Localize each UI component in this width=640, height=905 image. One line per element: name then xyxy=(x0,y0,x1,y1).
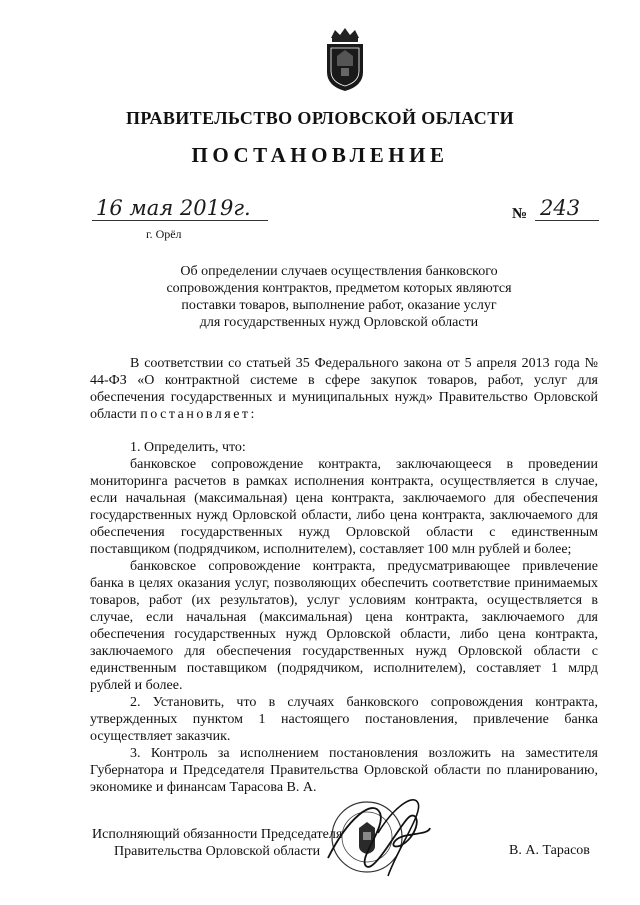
position-line-1: Исполняющий обязанности Председателя xyxy=(92,827,343,842)
subject-line: для государственных нужд Орловской области xyxy=(199,315,479,330)
subject-line: Об определении случаев осуществления банковского xyxy=(180,264,498,279)
number-label: № xyxy=(512,206,528,222)
preamble-text: В соответствии со статьей 35 Федерального закона от 5 апреля 2013 года № 44-ФЗ «О контрактной системе в сфере закупок товаров, работ, услуг для обеспечения государственных и муниципальных нужд» Правительство Орловской области xyxy=(90,356,598,422)
resolves-word: постановляет: xyxy=(140,407,257,422)
oryol-oblast-coat-of-arms-icon xyxy=(325,26,365,92)
document-body xyxy=(90,355,598,796)
item-1-heading: 1. Определить, что: xyxy=(130,440,246,455)
document-type: ПОСТАНОВЛЕНИЕ xyxy=(191,143,449,167)
preamble-paragraph xyxy=(90,355,598,423)
signatory-name: В. А. Тарасов xyxy=(509,843,590,858)
city-label: г. Орёл xyxy=(146,227,182,241)
handwritten-date: 16 мая 2019г. xyxy=(96,196,251,220)
subject-line: сопровождения контрактов, предметом которых являются xyxy=(166,281,512,296)
government-title: ПРАВИТЕЛЬСТВО ОРЛОВСКОЙ ОБЛАСТИ xyxy=(125,108,515,128)
handwritten-number: 243 xyxy=(540,196,581,220)
item-1-paragraph-a: банковское сопровождение контракта, заключающееся в проведении мониторинга расчетов в рамках исполнения контракта, осуществляется в случае, если начальная (максимальная) цена контракта, заключаемого для обеспечения государственных нужд Орловской области, либо цена контракта, заключаемого для обеспечения государственных нужд Орловской области с единственным поставщиком (подрядчиком, исполнителем), составляет 100 млн рублей и более; xyxy=(90,457,598,557)
position-line-2: Правительства Орловской области xyxy=(114,844,321,859)
document-subject xyxy=(140,263,538,331)
number-underline xyxy=(535,220,599,221)
subject-line: поставки товаров, выполнение работ, оказание услуг xyxy=(181,298,497,313)
item-3-paragraph: 3. Контроль за исполнением постановления возложить на заместителя Губернатора и Председателя Правительства Орловской области по планированию, экономике и финансам Тарасова В. А. xyxy=(90,746,598,795)
item-2-paragraph: 2. Установить, что в случаях банковского сопровождения контракта, утвержденных пунктом 1 настоящего постановления, привлечение банка осуществляет заказчик. xyxy=(90,695,598,744)
signatory-position xyxy=(92,826,342,860)
date-underline xyxy=(92,220,268,221)
item-1-paragraph-b: банковское сопровождение контракта, предусматривающее привлечение банка в целях оказания услуг, позволяющих обеспечить соответствие принимаемых товаров, работ (их результатов), услуг условиям контракта, осуществляется в случае, если начальная (максимальная) цена контракта, заключаемого для обеспечения государственных нужд Орловской области, либо цена контракта, заключаемого для обеспечения государственных нужд Орловской области с единственным поставщиком (подрядчиком, исполнителем), составляет 1 млрд рублей и более. xyxy=(90,559,598,693)
